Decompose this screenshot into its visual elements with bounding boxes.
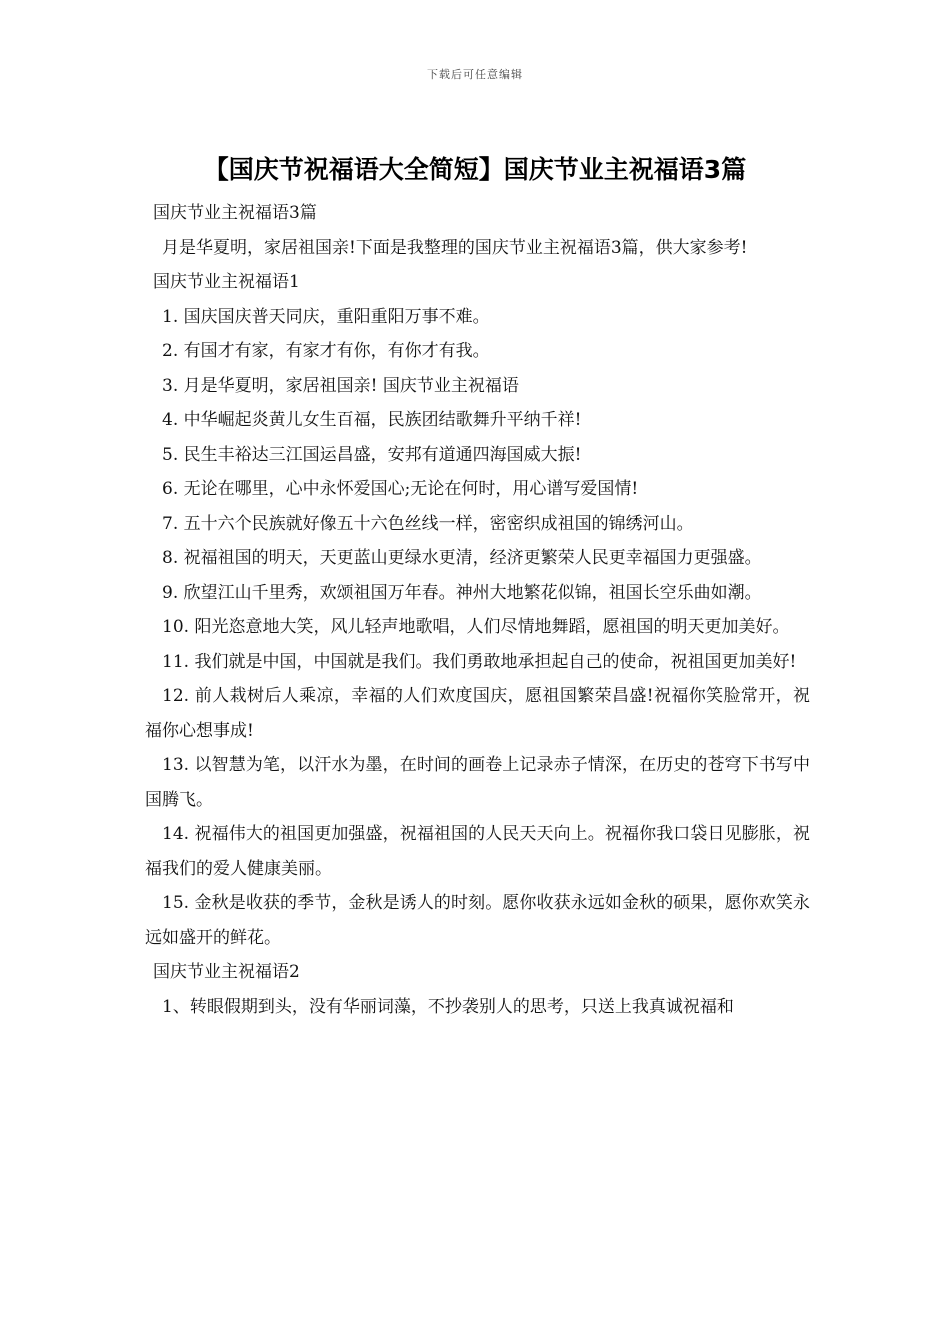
list-item: 13. 以智慧为笔，以汗水为墨，在时间的画卷上记录赤子情深，在历史的苍穹下书写中国腾飞。 [145, 755, 810, 810]
list-item: 6. 无论在哪里，心中永怀爱国心;无论在何时，用心谱写爱国情! [162, 479, 639, 499]
list-item: 10. 阳光恣意地大笑，风儿轻声地歌唱，人们尽情地舞蹈，愿祖国的明天更加美好。 [162, 617, 790, 637]
section-heading: 国庆节业主祝福语3篇 [153, 203, 317, 223]
section-heading: 国庆节业主祝福语2 [153, 962, 300, 982]
list-item: 1、转眼假期到头，没有华丽词藻，不抄袭别人的思考，只送上我真诚祝福和 [162, 996, 734, 1017]
list-item: 14. 祝福伟大的祖国更加强盛，祝福祖国的人民天天向上。祝福你我口袋日见膨胀，祝福我们的爱人健康美丽。 [145, 824, 810, 879]
document-title: 【国庆节祝福语大全简短】国庆节业主祝福语3篇 [203, 155, 747, 184]
list-item: 12. 前人栽树后人乘凉，幸福的人们欢度国庆，愿祖国繁荣昌盛!祝福你笑脸常开，祝福你心想事成! [145, 686, 810, 741]
list-item: 11. 我们就是中国，中国就是我们。我们勇敢地承担起自己的使命，祝祖国更加美好! [162, 651, 797, 672]
list-item: 7. 五十六个民族就好像五十六色丝线一样，密密织成祖国的锦绣河山。 [162, 513, 694, 534]
section-heading: 国庆节业主祝福语1 [153, 272, 300, 292]
list-item: 5. 民生丰裕达三江国运昌盛，安邦有道通四海国威大振! [162, 444, 582, 465]
list-item: 4. 中华崛起炎黄儿女生百福，民族团结歌舞升平纳千祥! [162, 410, 582, 430]
list-item: 15. 金秋是收获的季节，金秋是诱人的时刻。愿你收获永远如金秋的硕果，愿你欢笑永远如盛开的鲜花。 [145, 893, 810, 948]
list-item: 3. 月是华夏明，家居祖国亲! 国庆节业主祝福语 [162, 375, 519, 396]
document-body [145, 196, 810, 1024]
intro-paragraph: 月是华夏明，家居祖国亲!下面是我整理的国庆节业主祝福语3篇，供大家参考! [162, 237, 748, 258]
list-item: 8. 祝福祖国的明天，天更蓝山更绿水更清，经济更繁荣人民更幸福国力更强盛。 [162, 548, 762, 568]
list-item: 2. 有国才有家，有家才有你，有你才有我。 [162, 341, 490, 361]
list-item: 1. 国庆国庆普天同庆，重阳重阳万事不难。 [162, 306, 490, 327]
list-item: 9. 欣望江山千里秀，欢颂祖国万年春。神州大地繁花似锦，祖国长空乐曲如潮。 [162, 582, 762, 603]
header-note: 下载后可任意编辑 [427, 68, 523, 81]
